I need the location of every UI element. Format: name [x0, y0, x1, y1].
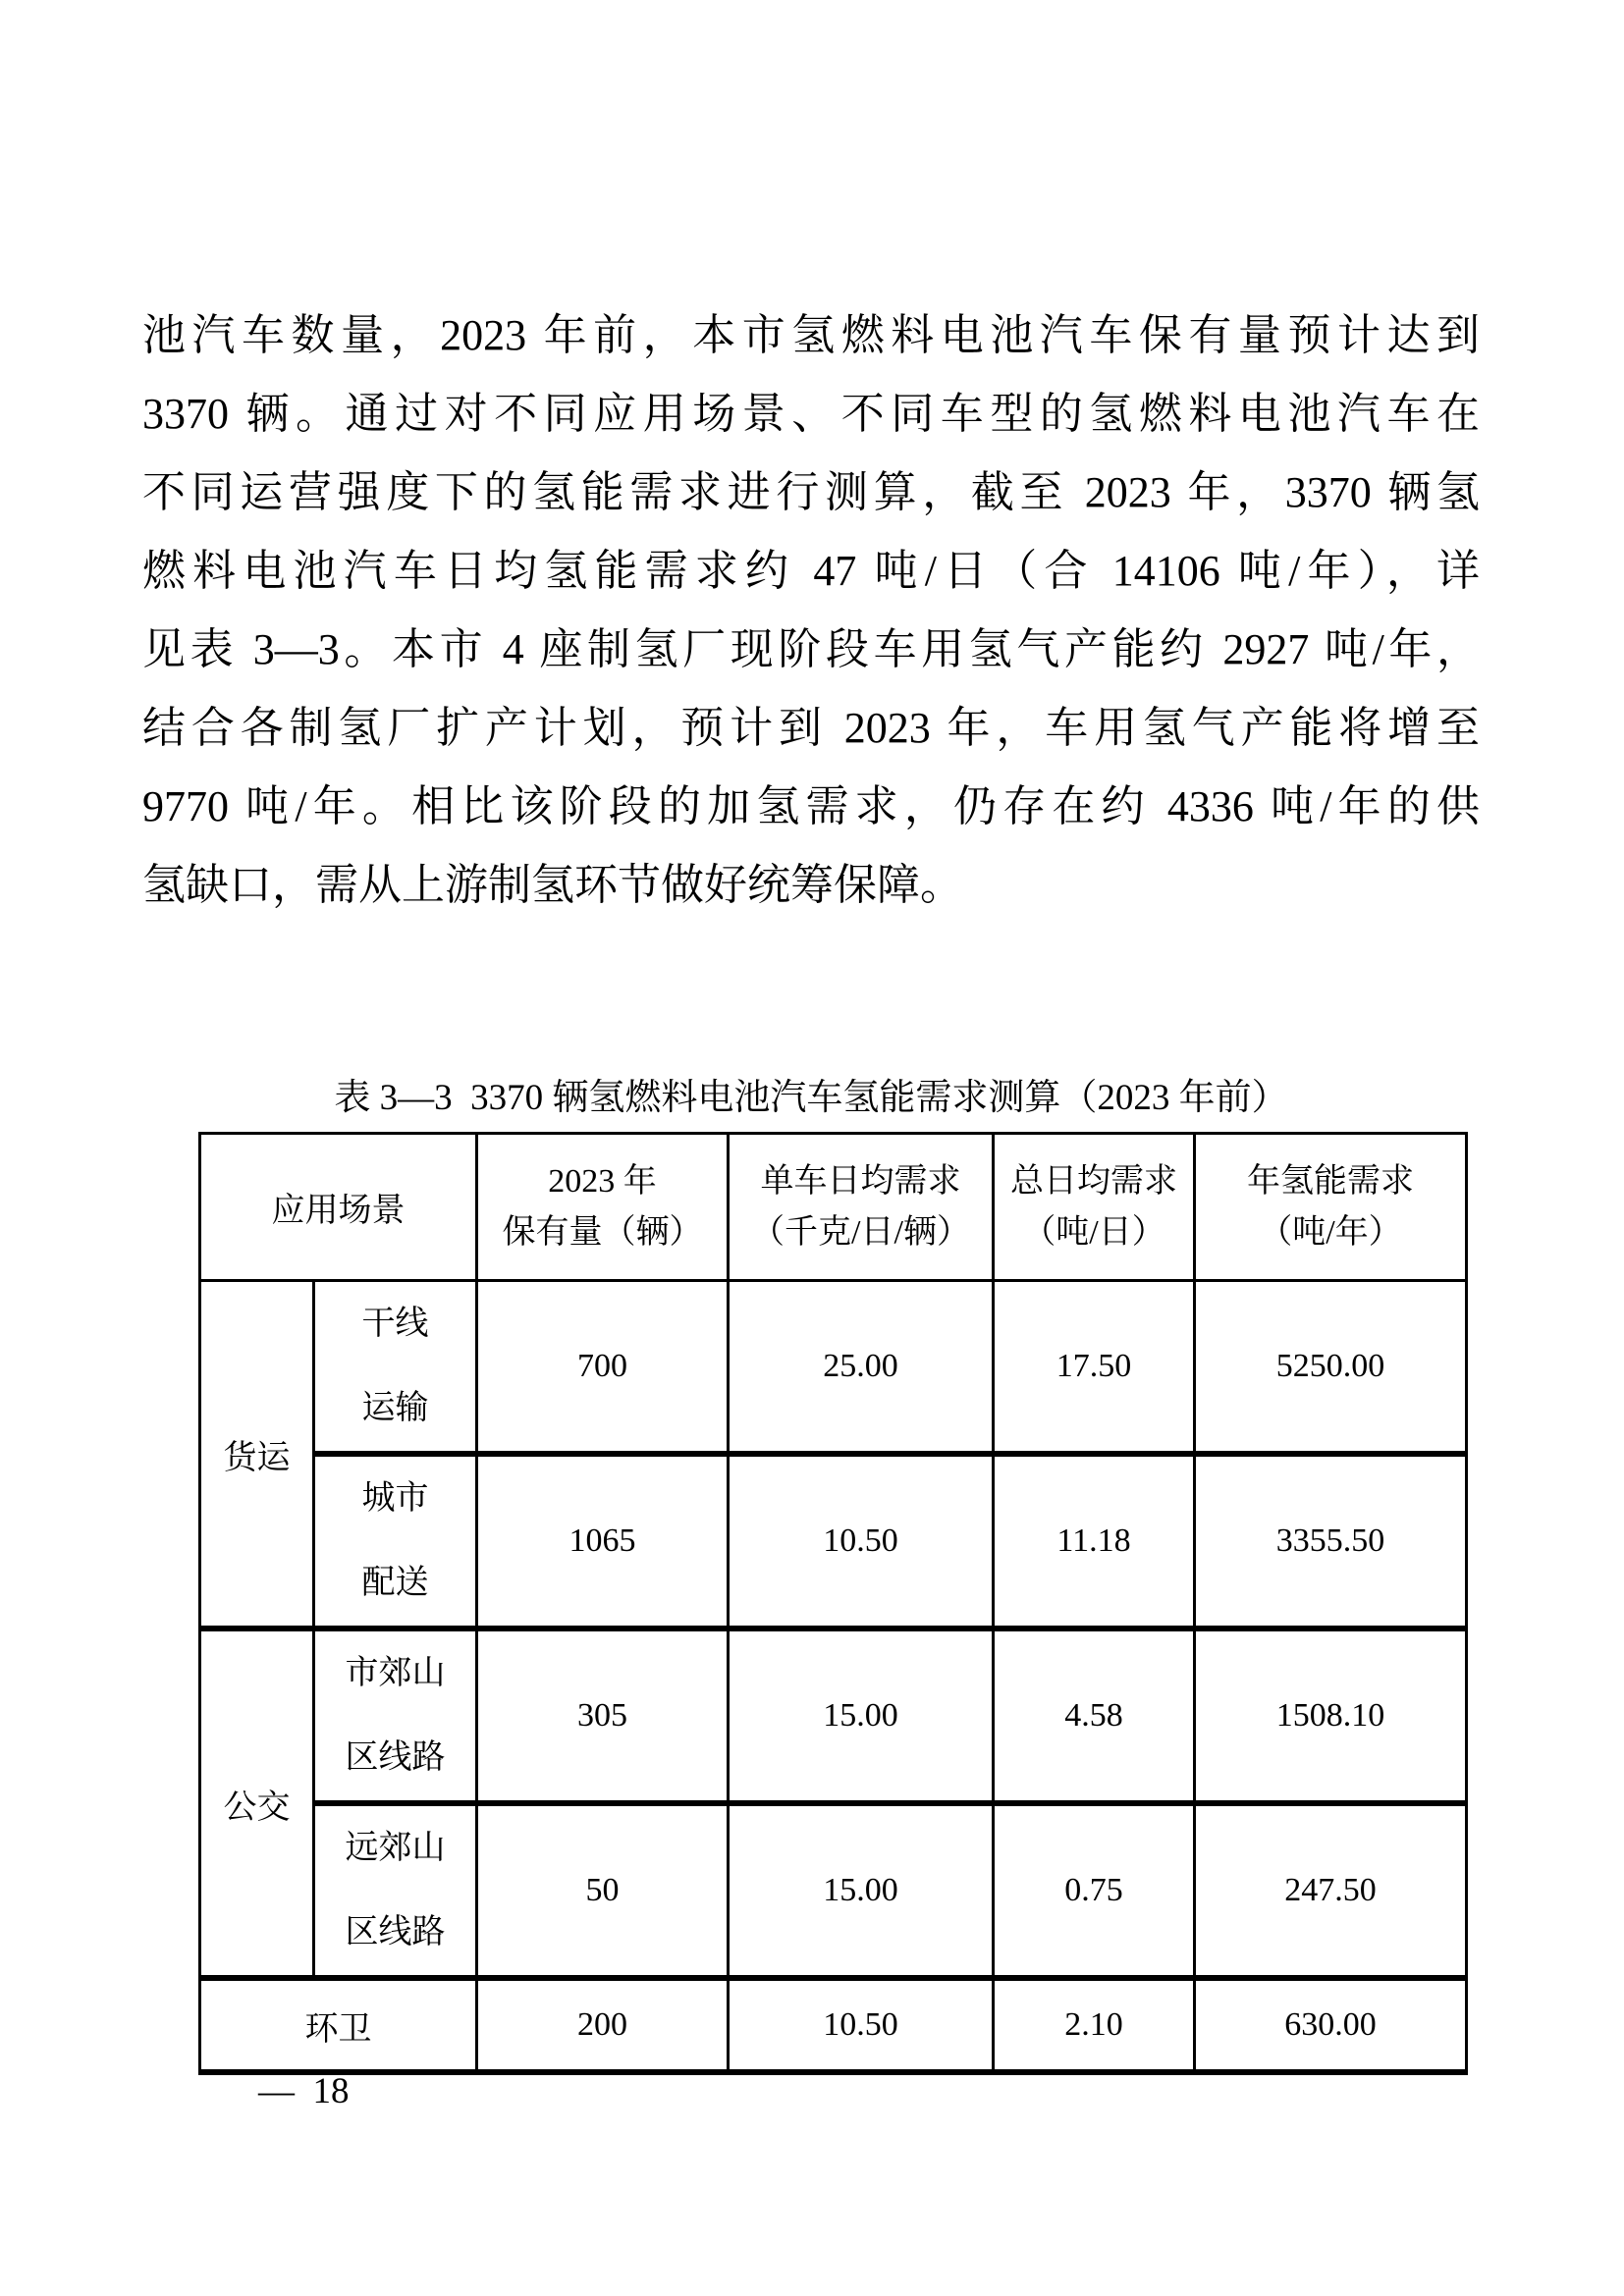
subcategory-line: 运输	[361, 1390, 429, 1426]
header-line: 年氢能需求	[1247, 1162, 1414, 1200]
cell-per-vehicle-value: 10.50	[729, 1454, 994, 1629]
page-number: — 18	[258, 2071, 350, 2111]
header-line: （千克/日/辆）	[751, 1213, 970, 1251]
paragraph-line: 见表 3—3。本市 4 座制氢厂现阶段车用氢气产能约 2927 吨/年，	[142, 625, 1480, 673]
cell-category-bus: 公交	[200, 1629, 314, 1978]
header-scenario: 应用场景	[200, 1134, 477, 1281]
cell-per-vehicle-value: 10.50	[729, 1978, 994, 2072]
subcategory-line: 城市	[361, 1480, 429, 1517]
cell-daily-total-value: 11.18	[994, 1454, 1195, 1629]
header-annual-demand	[1195, 1134, 1467, 1281]
cell-subcategory	[314, 1281, 477, 1455]
table-row	[200, 1454, 1467, 1629]
subcategory-line: 远郊山	[345, 1830, 446, 1866]
header-line: （吨/日）	[1022, 1213, 1165, 1251]
cell-subcategory	[314, 1803, 477, 1978]
subcategory-line: 配送	[361, 1565, 429, 1601]
body-paragraph	[142, 296, 1480, 925]
header-line: 总日均需求	[1010, 1162, 1177, 1200]
header-line: 单车日均需求	[760, 1162, 961, 1200]
table-title: 表 3—3 3370 辆氢燃料电池汽车氢能需求测算（2023 年前）	[334, 1078, 1288, 1118]
cell-daily-total-value: 0.75	[994, 1803, 1195, 1978]
cell-annual-value: 5250.00	[1195, 1281, 1467, 1455]
header-daily-total-demand	[994, 1134, 1195, 1281]
paragraph-line: 燃料电池汽车日均氢能需求约 47 吨/日（合 14106 吨/年），详	[142, 547, 1480, 595]
cell-subcategory	[314, 1629, 477, 1803]
header-line: （吨/年）	[1259, 1213, 1402, 1251]
table-row	[200, 1978, 1467, 2072]
header-fleet	[477, 1134, 729, 1281]
cell-annual-value: 630.00	[1195, 1978, 1467, 2072]
paragraph-line: 不同运营强度下的氢能需求进行测算，截至 2023 年，3370 辆氢	[142, 468, 1480, 516]
cell-annual-value: 247.50	[1195, 1803, 1467, 1978]
cell-per-vehicle-value: 15.00	[729, 1803, 994, 1978]
cell-fleet-value: 50	[477, 1803, 729, 1978]
paragraph-line: 氢缺口，需从上游制氢环节做好统筹保障。	[142, 861, 963, 909]
cell-daily-total-value: 17.50	[994, 1281, 1195, 1455]
paragraph-line: 9770 吨/年。相比该阶段的加氢需求，仍存在约 4336 吨/年的供	[142, 782, 1480, 830]
header-line: 2023 年	[548, 1162, 657, 1200]
cell-daily-total-value: 2.10	[994, 1978, 1195, 2072]
paragraph-line: 3370 辆。通过对不同应用场景、不同车型的氢燃料电池汽车在	[142, 390, 1480, 438]
table-row	[200, 1629, 1467, 1803]
table-header-row	[200, 1134, 1467, 1281]
subcategory-line: 市郊山	[345, 1655, 446, 1691]
subcategory-line: 区线路	[345, 1914, 446, 1950]
cell-daily-total-value: 4.58	[994, 1629, 1195, 1803]
cell-category-sanitation: 环卫	[200, 1978, 477, 2072]
cell-annual-value: 1508.10	[1195, 1629, 1467, 1803]
cell-per-vehicle-value: 15.00	[729, 1629, 994, 1803]
header-line: 保有量（辆）	[502, 1213, 703, 1251]
subcategory-line: 干线	[361, 1306, 429, 1342]
cell-category-freight: 货运	[200, 1281, 314, 1629]
cell-per-vehicle-value: 25.00	[729, 1281, 994, 1455]
paragraph-line: 池汽车数量，2023 年前，本市氢燃料电池汽车保有量预计达到	[142, 311, 1480, 359]
cell-fleet-value: 305	[477, 1629, 729, 1803]
table-row	[200, 1281, 1467, 1455]
hydrogen-demand-table	[198, 1132, 1468, 2075]
paragraph-line: 结合各制氢厂扩产计划，预计到 2023 年，车用氢气产能将增至	[142, 704, 1480, 752]
cell-annual-value: 3355.50	[1195, 1454, 1467, 1629]
header-per-vehicle-demand	[729, 1134, 994, 1281]
table-row	[200, 1803, 1467, 1978]
cell-fleet-value: 1065	[477, 1454, 729, 1629]
subcategory-line: 区线路	[345, 1739, 446, 1776]
cell-subcategory	[314, 1454, 477, 1629]
cell-fleet-value: 200	[477, 1978, 729, 2072]
cell-fleet-value: 700	[477, 1281, 729, 1455]
